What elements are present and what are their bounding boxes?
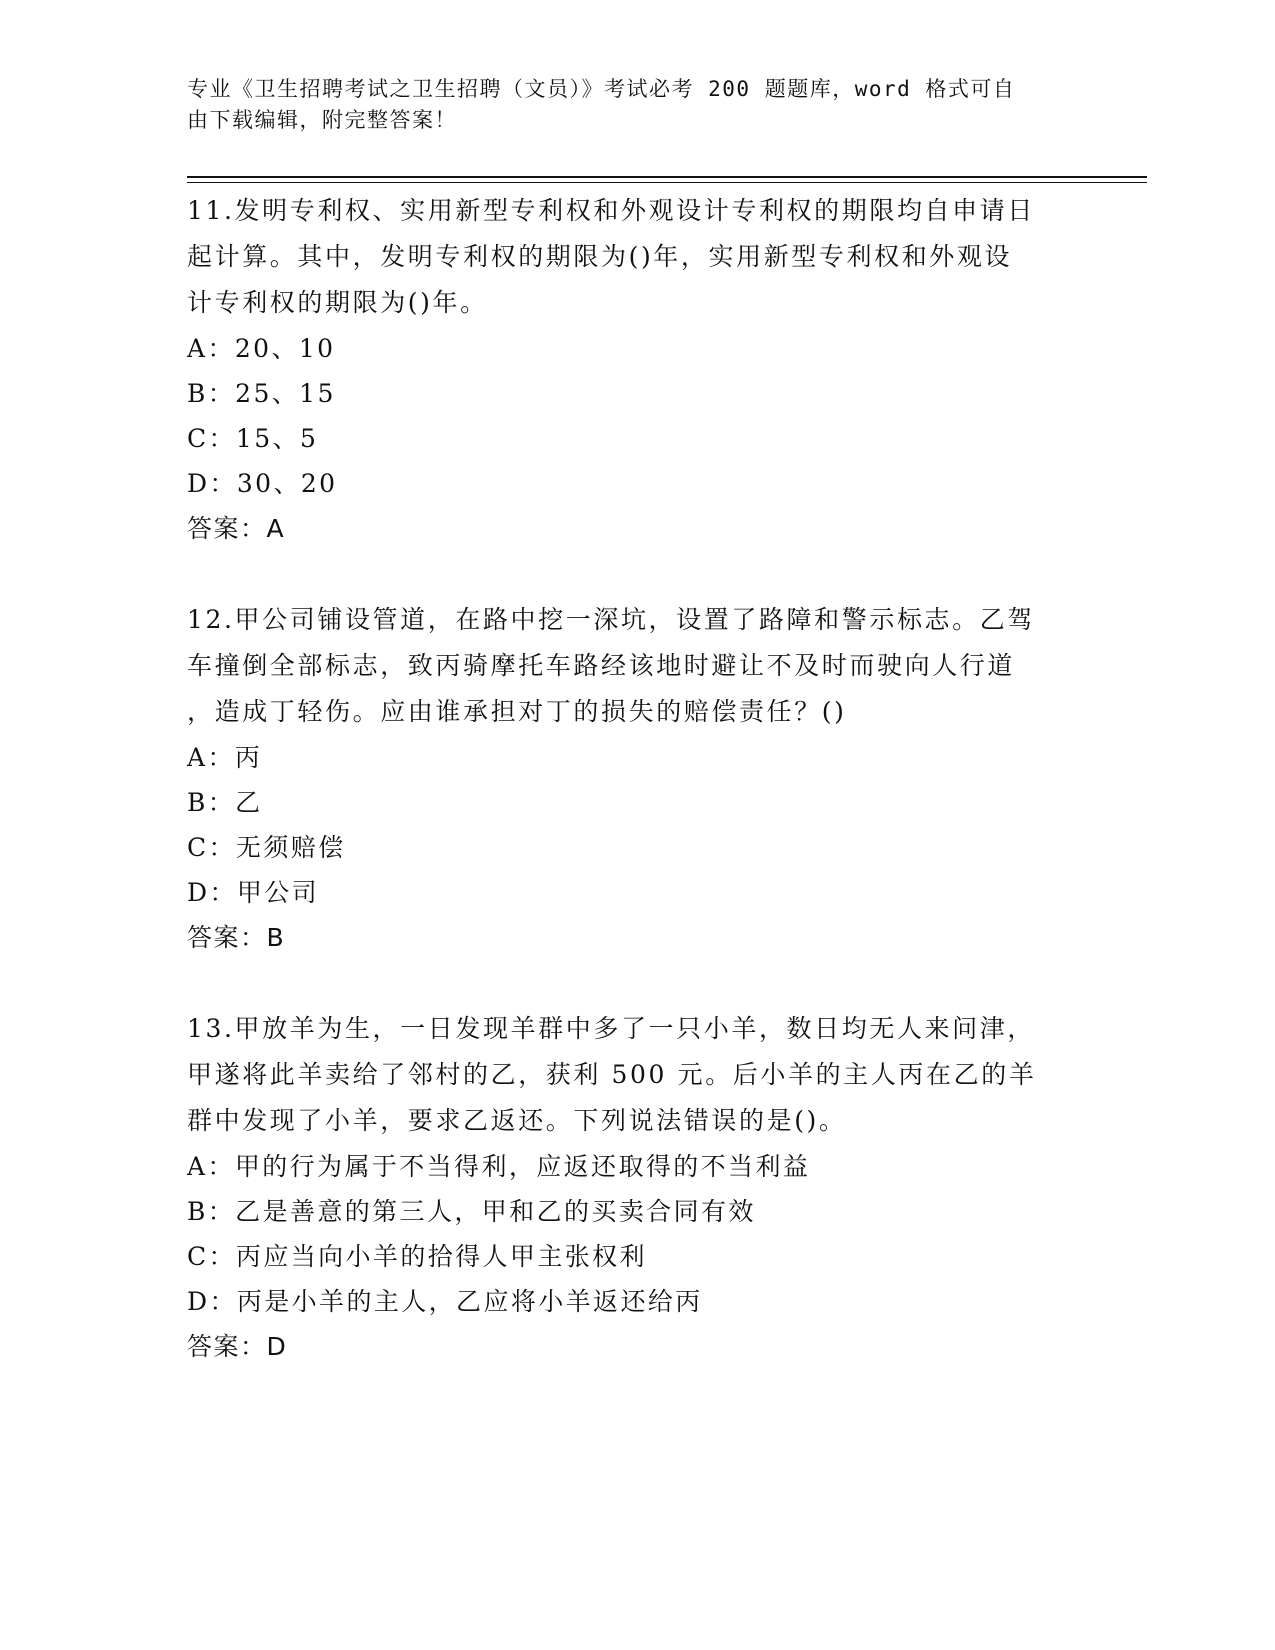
answer-line: 答案：A [187,514,286,543]
question-text-line: 11.发明专利权、实用新型专利权和外观设计专利权的期限均自申请日 [187,196,1035,225]
question-text-line: 13.甲放羊为生，一日发现羊群中多了一只小羊，数日均无人来问津， [187,1014,1035,1043]
option-c: C：无须赔偿 [187,833,346,862]
question-13 [187,1006,1087,1370]
option-c: C：丙应当向小羊的拾得人甲主张权利 [187,1242,647,1271]
option-b: B：乙是善意的第三人，甲和乙的买卖合同有效 [187,1197,756,1226]
question-text-line: 计专利权的期限为()年。 [187,288,488,317]
question-12 [187,597,1087,961]
option-d: D：甲公司 [187,878,320,907]
option-b: B：乙 [187,788,263,817]
document-header [187,74,1067,136]
header-line-1: 专业《卫生招聘考试之卫生招聘（文员）》考试必考 200 题题库，word 格式可自 [187,77,1016,101]
question-text-line: 群中发现了小羊，要求乙返还。下列说法错误的是()。 [187,1106,847,1135]
header-divider-thin [187,182,1147,183]
answer-line: 答案：D [187,1332,288,1361]
header-divider-thick [187,176,1147,178]
option-d: D：丙是小羊的主人，乙应将小羊返还给丙 [187,1287,703,1316]
question-text-line: 车撞倒全部标志，致丙骑摩托车路经该地时避让不及时而驶向人行道 [187,651,1016,680]
option-a: A：20、10 [187,334,336,363]
option-a: A：丙 [187,743,263,772]
header-line-2: 由下载编辑，附完整答案！ [187,108,457,132]
question-text-line: 甲遂将此羊卖给了邻村的乙，获利 500 元。后小羊的主人丙在乙的羊 [187,1060,1037,1089]
question-text-line: 起计算。其中，发明专利权的期限为()年，实用新型专利权和外观设 [187,242,1013,271]
option-d: D：30、20 [187,469,338,498]
option-b: B：25、15 [187,379,336,408]
option-c: C：15、5 [187,424,319,453]
question-text-line: 12.甲公司铺设管道，在路中挖一深坑，设置了路障和警示标志。乙驾 [187,605,1035,634]
option-a: A：甲的行为属于不当得利，应返还取得的不当利益 [187,1152,811,1181]
answer-line: 答案：B [187,923,286,952]
question-11 [187,188,1087,552]
question-text-line: ，造成丁轻伤。应由谁承担对丁的损失的赔偿责任？() [187,697,847,726]
